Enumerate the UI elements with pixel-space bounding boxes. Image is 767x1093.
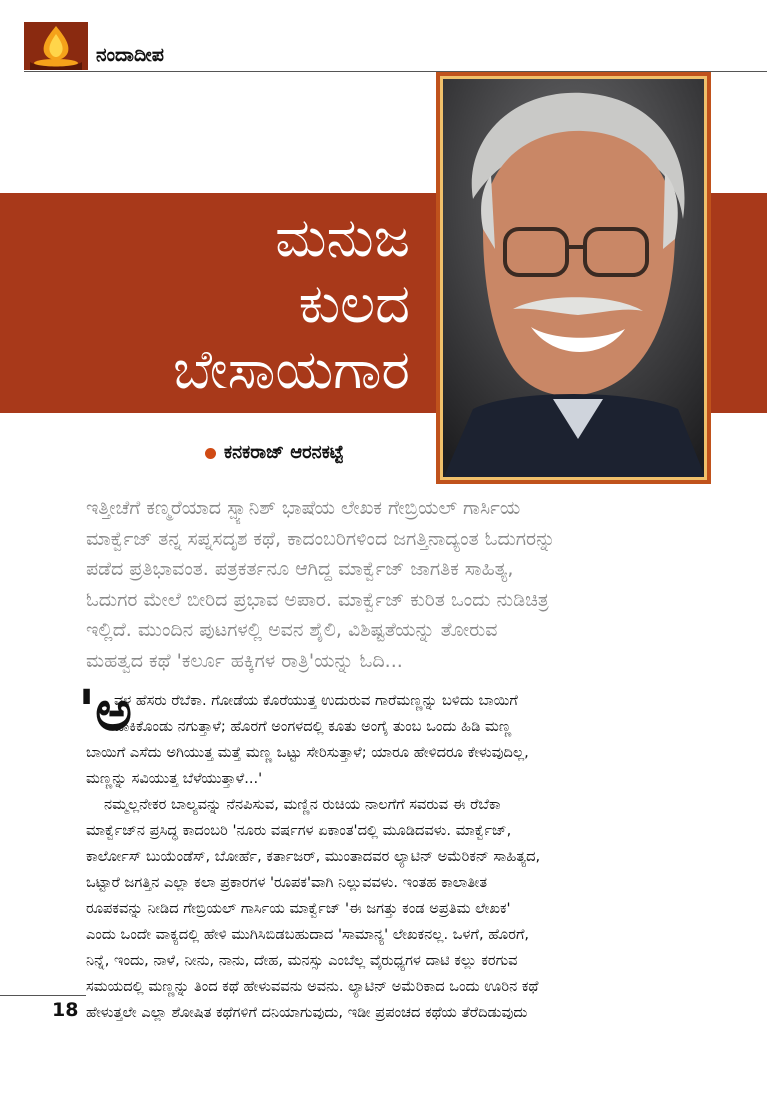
drop-cap: 'ಅ (78, 679, 133, 744)
title-line: ಬೇಸಾಯಗಾರ (172, 338, 410, 401)
intro-line: ಪಡೆದ ಪ್ರತಿಭಾವಂತ. ಪತ್ರಕರ್ತನೂ ಆಗಿದ್ದ ಮಾರ್ಕ್ವೆಜ್ ಜಾಗತಿಕ ಸಾಹಿತ್ಯ, (86, 558, 514, 580)
author-photo-frame (436, 72, 711, 484)
body-line: ಹೇಳುತ್ತಲೇ ಎಲ್ಲಾ ಶೋಷಿತ ಕಥೆಗಳಿಗೆ ದನಿಯಾಗುವುದು, ಇಡೀ ಪ್ರಪಂಚದ ಕಥೆಯ ತೆರೆದಿಡುವುದು (86, 1004, 528, 1021)
body-line: ಬಾಯಿಗೆ ಎಸೆದು ಅಗಿಯುತ್ತ ಮತ್ತೆ ಮಣ್ಣ ಒಟ್ಟು ಸೇರಿಸುತ್ತಾಳೆ; ಯಾರೂ ಹೇಳಿದರೂ ಕೇಳುವುದಿಲ್ಲ, (86, 744, 529, 761)
body-line: ನಿನ್ನೆ, ಇಂದು, ನಾಳೆ, ನೀನು, ನಾನು, ದೇಹ, ಮನಸ್ಸು ಎಂಬೆಲ್ಲ ವೈರುಧ್ಯಗಳ ದಾಟಿ ಕಲ್ಲು ಕರಗುವ (86, 952, 518, 969)
article-body (78, 679, 682, 1026)
article-intro (86, 493, 686, 676)
body-line: ಮಾರ್ಕ್ವೆಜ್‌ನ ಪ್ರಸಿದ್ಧ ಕಾದಂಬರಿ 'ನೂರು ವರ್ಷಗಳ ಏಕಾಂತ'ದಲ್ಲಿ ಮೂಡಿದವಳು. ಮಾರ್ಕ್ವೆಜ್, (86, 822, 512, 839)
body-line: ಎಂದು ಒಂದೇ ವಾಕ್ಯದಲ್ಲಿ ಹೇಳಿ ಮುಗಿಸಿಬಿಡಬಹುದಾದ 'ಸಾಮಾನ್ಯ' ಲೇಖಕನಲ್ಲ. ಒಳಗೆ, ಹೊರಗೆ, (86, 926, 530, 943)
body-line: ನಮ್ಮಲ್ಲನೇಕರ ಬಾಲ್ಯವನ್ನು ನೆನಪಿಸುವ, ಮಣ್ಣಿನ ರುಚಿಯ ನಾಲಗೆಗೆ ಸವರುವ ಈ ರೆಬೆಕಾ (104, 796, 501, 813)
body-line: ವಳ ಹೆಸರು ರೆಬೆಕಾ. ಗೋಡೆಯ ಕೊರೆಯುತ್ತ ಉದುರುವ ಗಾರೆಮಣ್ಣನ್ನು ಬಳಿದು ಬಾಯಿಗೆ (114, 692, 518, 709)
title-line: ಕುಲದ (298, 272, 410, 335)
magazine-brand: ನಂದಾದೀಪ (96, 44, 164, 66)
page-number: 18 (52, 999, 79, 1021)
intro-line: ಓದುಗರ ಮೇಲೆ ಬೀರಿದ ಪ್ರಭಾವ ಅಪಾರ. ಮಾರ್ಕ್ವೆಜ್ ಕುರಿತ ಒಂದು ನುಡಿಚಿತ್ರ (86, 588, 549, 611)
author-portrait-photo (440, 76, 707, 480)
article-title (173, 205, 410, 403)
intro-line: ಇಲ್ಲಿದೆ. ಮುಂದಿನ ಪುಟಗಳಲ್ಲಿ ಅವನ ಶೈಲಿ, ವಿಶಿಷ್ಟತೆಯನ್ನು ತೋರುವ (86, 619, 498, 641)
author-byline (205, 442, 344, 463)
title-line: ಮನುಜ (275, 206, 410, 269)
bullet-icon (205, 448, 216, 459)
body-line: ರೂಪಕವನ್ನು ನೀಡಿದ ಗೇಬ್ರಿಯಲ್ ಗಾರ್ಸಿಯ ಮಾರ್ಕ್ವೆಜ್ 'ಈ ಜಗತ್ತು ಕಂಡ ಅಪ್ರತಿಮ ಲೇಖಕ' (86, 900, 511, 917)
body-line: ಒಟ್ಟಾರೆ ಜಗತ್ತಿನ ಎಲ್ಲಾ ಕಲಾ ಪ್ರಕಾರಗಳ 'ರೂಪಕ'ವಾಗಿ ನಿಲ್ಲುವವಳು. ಇಂತಹ ಕಾಲಾತೀತ (86, 874, 488, 891)
intro-line: ಮಾರ್ಕ್ವೆಜ್ ತನ್ನ ಸಪ್ನಸದೃಶ ಕಥೆ, ಕಾದಂಬರಿಗಳಿಂದ ಜಗತ್ತಿನಾದ್ಯಂತ ಓದುಗರನ್ನು (86, 527, 556, 550)
body-line: ಮಣ್ಣನ್ನು ಸವಿಯುತ್ತ ಬೆಳೆಯುತ್ತಾಳೆ...' (86, 770, 263, 787)
footer-divider (0, 995, 86, 996)
body-line: ಸಮಯದಲ್ಲಿ ಮಣ್ಣನ್ನು ತಿಂದ ಕಥೆ ಹೇಳುವವನು ಅವನು. ಲ್ಯಾಟಿನ್ ಅಮೆರಿಕಾದ ಒಂದು ಊರಿನ ಕಥೆ (86, 978, 539, 995)
lamp-flame-icon (24, 22, 88, 70)
intro-line: ಮಹತ್ವದ ಕಥೆ 'ಕರ್ಲೂ ಹಕ್ಕಿಗಳ ರಾತ್ರಿ'ಯನ್ನು ಓದಿ... (86, 649, 403, 672)
body-line: ಹಾಕಿಕೊಂಡು ನಗುತ್ತಾಳೆ; ಹೊರಗೆ ಅಂಗಳದಲ್ಲಿ ಕೂತು ಅಂಗೈ ತುಂಬ ಒಂದು ಹಿಡಿ ಮಣ್ಣ (114, 718, 512, 735)
byline-text: ಕನಕರಾಜ್ ಆರನಕಟ್ಟೆ (224, 442, 344, 463)
body-line: ಕಾರ್ಲೋಸ್ ಬುಯೆಂಡೆಸ್, ಬೋರ್ಹೆ, ಕರ್ತಾಜರ್, ಮುಂತಾದವರ ಲ್ಯಾಟಿನ್ ಅಮೆರಿಕನ್ ಸಾಹಿತ್ಯದ, (86, 848, 541, 865)
intro-line: ಇತ್ತೀಚೆಗೆ ಕಣ್ಮರೆಯಾದ ಸ್ಪ್ಯಾನಿಶ್ ಭಾಷೆಯ ಲೇಖಕ ಗೇಬ್ರಿಯಲ್ ಗಾರ್ಸಿಯ (86, 497, 521, 519)
